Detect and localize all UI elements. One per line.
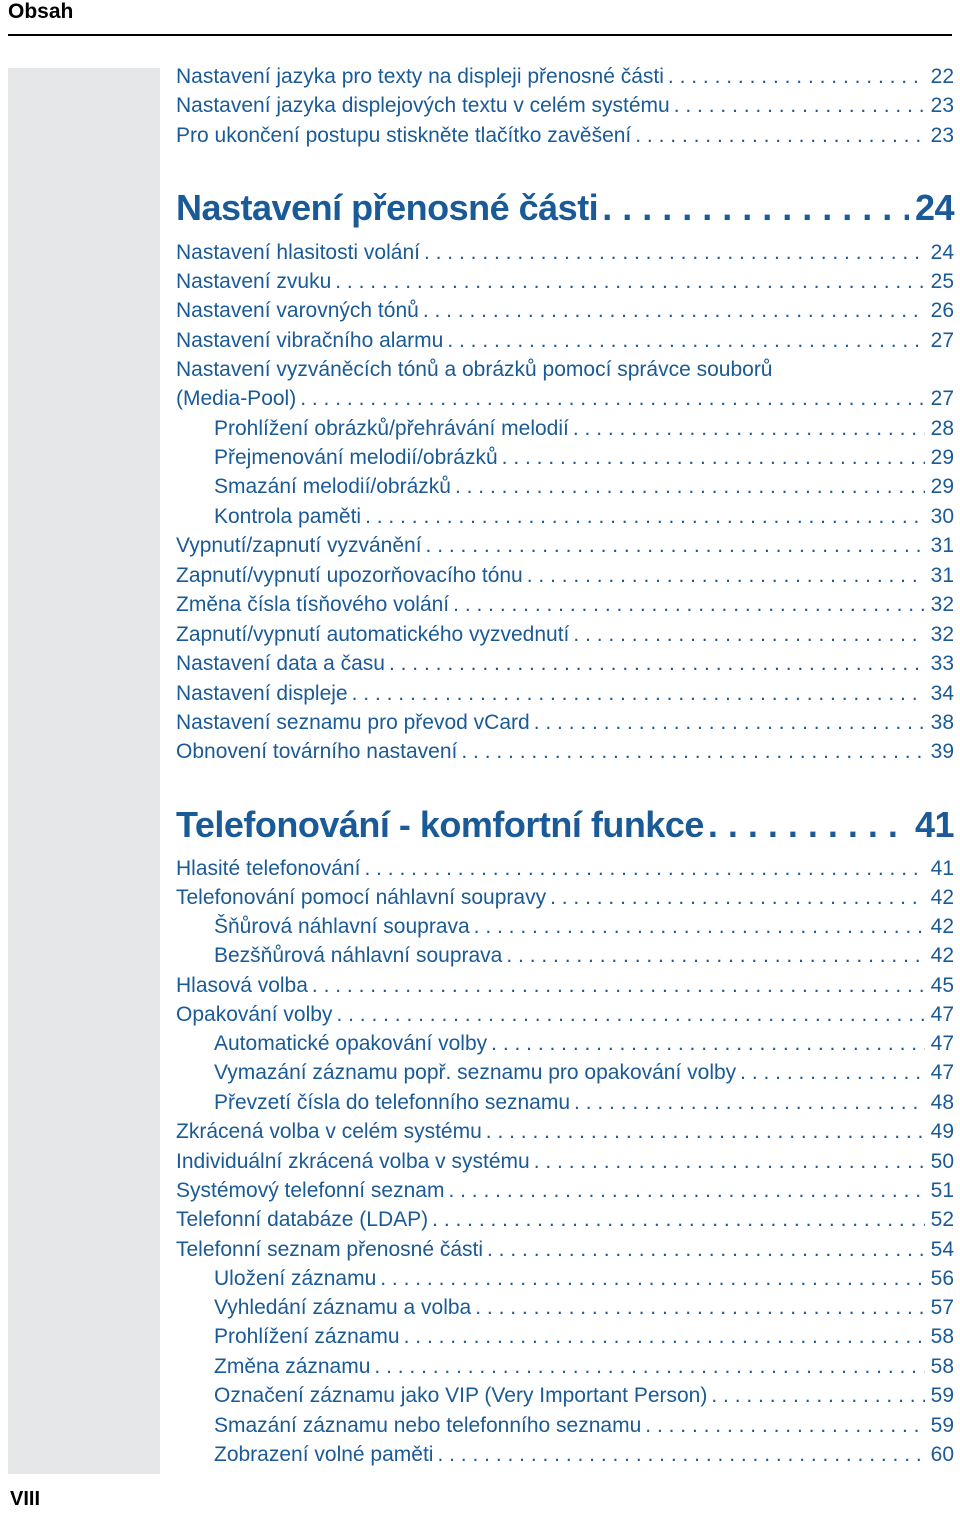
dot-leader <box>570 1088 925 1118</box>
toc-entry[interactable] <box>176 590 954 620</box>
toc-entry[interactable] <box>176 1147 954 1177</box>
toc-entry[interactable] <box>176 1235 954 1265</box>
toc-entry[interactable] <box>214 941 954 971</box>
toc-entry-title: Nastavení varovných tónů <box>176 299 419 322</box>
toc-entry-title: Opakování volby <box>176 1003 333 1026</box>
toc-page-number: 42 <box>930 944 954 967</box>
toc-page-number: 32 <box>930 593 954 616</box>
toc-entry-title: Změna záznamu <box>214 1355 371 1378</box>
toc-entry-title: Nastavení vibračního alarmu <box>176 329 444 352</box>
toc-entry[interactable] <box>176 326 954 356</box>
toc-entry[interactable] <box>214 1058 954 1088</box>
toc-entry[interactable] <box>214 472 954 502</box>
dot-leader <box>569 620 924 650</box>
toc-entry[interactable] <box>176 355 954 385</box>
toc-page-number: 25 <box>930 270 954 293</box>
toc-entry-title: Nastavení vyzváněcích tónů a obrázků pomocí správce souborů <box>176 358 773 381</box>
toc-entry[interactable] <box>176 737 954 767</box>
dot-leader <box>419 296 925 326</box>
toc-entry[interactable] <box>176 531 954 561</box>
toc-page-number: 47 <box>930 1003 954 1026</box>
toc-entry-title: Zobrazení volné paměti <box>214 1443 434 1466</box>
dot-leader <box>385 649 925 679</box>
toc-page-number: 59 <box>930 1414 954 1437</box>
dot-leader <box>370 1352 924 1382</box>
dot-leader <box>422 531 925 561</box>
dot-leader <box>498 443 925 473</box>
dot-leader <box>736 1058 924 1088</box>
toc-entry[interactable] <box>214 1264 954 1294</box>
toc-entry[interactable] <box>214 1088 954 1118</box>
toc-page-number: 54 <box>930 1238 954 1261</box>
toc-page-number: 29 <box>930 446 954 469</box>
dot-leader <box>457 737 924 767</box>
dot-leader <box>376 1264 924 1294</box>
toc-page-number: 22 <box>930 65 954 88</box>
page-number: VIII <box>10 1488 41 1510</box>
dot-leader <box>449 590 924 620</box>
toc-entry[interactable] <box>176 708 954 738</box>
toc-page-number: 41 <box>914 804 954 845</box>
toc-entry[interactable] <box>176 121 954 151</box>
toc-entry[interactable] <box>176 1000 954 1030</box>
toc-entry-title: Prohlížení záznamu <box>214 1325 400 1348</box>
toc-page-number: 42 <box>930 886 954 909</box>
toc-entry[interactable] <box>214 1029 954 1059</box>
toc-entry-title: Bezšňůrová náhlavní souprava <box>214 944 503 967</box>
dot-leader <box>451 472 925 502</box>
toc-entry-title: Obnovení továrního nastavení <box>176 740 458 763</box>
toc-entry-title: Smazání záznamu nebo telefonního seznamu <box>214 1414 642 1437</box>
toc-page-number: 47 <box>930 1032 954 1055</box>
dot-leader <box>598 185 909 231</box>
toc-entry-title: Uložení záznamu <box>214 1267 377 1290</box>
dot-leader <box>471 1293 924 1323</box>
dot-leader <box>707 1381 924 1411</box>
dot-leader <box>502 941 924 971</box>
toc-entry[interactable] <box>176 971 954 1001</box>
toc-entry-title: Automatické opakování volby <box>214 1032 488 1055</box>
toc-entry[interactable] <box>176 91 954 121</box>
toc-entry-title: Nastavení přenosné části <box>176 187 599 228</box>
toc-page-number: 32 <box>930 623 954 646</box>
toc-entry[interactable] <box>176 1176 954 1206</box>
toc-entry-title: Hlasová volba <box>176 974 308 997</box>
dot-leader <box>428 1205 924 1235</box>
toc-entry-title: Označení záznamu jako VIP (Very Important Person) <box>214 1384 708 1407</box>
toc-entry-title: Telefonování - komfortní funkce <box>176 804 704 845</box>
toc-page-number: 49 <box>930 1120 954 1143</box>
dot-leader <box>444 1176 924 1206</box>
toc-entry-title: Kontrola paměti <box>214 505 362 528</box>
toc-entry-title: Prohlížení obrázků/přehrávání melodií <box>214 417 569 440</box>
dot-leader <box>530 1147 925 1177</box>
dot-leader <box>631 121 924 151</box>
toc-page-number: 27 <box>930 387 954 410</box>
toc-page-number: 24 <box>930 241 954 264</box>
toc-entry[interactable] <box>176 854 954 884</box>
toc-page-number: 23 <box>930 124 954 147</box>
toc-entry[interactable] <box>214 1352 954 1382</box>
toc-page-number: 42 <box>930 915 954 938</box>
toc-entry-title: (Media-Pool) <box>176 387 297 410</box>
page-header-title: Obsah <box>8 0 74 23</box>
toc-entry[interactable] <box>176 384 954 414</box>
toc-page-number: 33 <box>930 652 954 675</box>
toc-entry-title: Individuální zkrácená volba v systému <box>176 1150 530 1173</box>
dot-leader <box>530 708 925 738</box>
toc-page-number: 59 <box>930 1384 954 1407</box>
toc-entry[interactable] <box>214 502 954 532</box>
toc-entry-title: Nastavení seznamu pro převod vCard <box>176 711 530 734</box>
toc-entry[interactable] <box>176 267 954 297</box>
dot-leader <box>546 883 925 913</box>
toc-entry[interactable] <box>214 1322 954 1352</box>
toc-entry-title: Telefonování pomocí náhlavní soupravy <box>176 886 547 909</box>
toc-entry[interactable] <box>214 912 954 942</box>
toc-entry[interactable] <box>176 883 954 913</box>
toc-entry-title: Pro ukončení postupu stiskněte tlačítko zavěšení <box>176 124 632 147</box>
dot-leader <box>664 62 925 92</box>
toc-page-number: 45 <box>930 974 954 997</box>
toc-entry[interactable] <box>176 649 954 679</box>
toc-entry[interactable] <box>176 620 954 650</box>
toc-page-number: 31 <box>930 564 954 587</box>
toc-entry-title: Nastavení displeje <box>176 682 348 705</box>
toc-page-number: 58 <box>930 1325 954 1348</box>
toc-entry[interactable] <box>176 561 954 591</box>
dot-leader <box>296 384 924 414</box>
dot-leader <box>569 414 925 444</box>
toc-page-number: 58 <box>930 1355 954 1378</box>
toc-page-number: 50 <box>930 1150 954 1173</box>
toc-entry-title: Hlasité telefonování <box>176 857 361 880</box>
toc-page-number: 24 <box>914 187 954 228</box>
toc-entry[interactable] <box>176 1117 954 1147</box>
toc-entry-title: Smazání melodií/obrázků <box>214 475 451 498</box>
dot-leader <box>641 1411 924 1441</box>
dot-leader <box>670 91 925 121</box>
toc-page-number: 34 <box>930 682 954 705</box>
toc-entry-title: Nastavení jazyka displejových textu v celém systému <box>176 94 670 117</box>
toc-entry[interactable] <box>176 1205 954 1235</box>
dot-leader <box>400 1322 925 1352</box>
toc-page-number: 39 <box>930 740 954 763</box>
dot-leader <box>360 854 924 884</box>
toc-entry-title: Nastavení jazyka pro texty na displeji přenosné části <box>176 65 664 88</box>
toc-entry-title: Přejmenování melodií/obrázků <box>214 446 498 469</box>
dot-leader <box>433 1440 924 1470</box>
toc-entry[interactable] <box>214 414 954 444</box>
toc-entry[interactable] <box>176 238 954 268</box>
toc-entry-title: Telefonní seznam přenosné části <box>176 1238 484 1261</box>
toc-entry[interactable] <box>176 62 954 92</box>
toc-entry-title: Systémový telefonní seznam <box>176 1179 445 1202</box>
dot-leader <box>308 971 925 1001</box>
toc-page-number: 51 <box>930 1179 954 1202</box>
dot-leader <box>361 502 925 532</box>
toc-entry-title: Převzetí čísla do telefonního seznamu <box>214 1091 571 1114</box>
dot-leader <box>332 1000 924 1030</box>
toc-page-number: 41 <box>930 857 954 880</box>
dot-leader <box>331 267 924 297</box>
left-margin-band <box>8 68 160 1474</box>
dot-leader <box>482 1117 925 1147</box>
toc-entry[interactable] <box>176 296 954 326</box>
toc-page-number: 26 <box>930 299 954 322</box>
dot-leader <box>348 679 925 709</box>
toc-page-number: 57 <box>930 1296 954 1319</box>
toc-entry-title: Vyhledání záznamu a volba <box>214 1296 472 1319</box>
toc-entry[interactable] <box>214 1411 954 1441</box>
toc-entry-title: Zapnutí/vypnutí upozorňovacího tónu <box>176 564 523 587</box>
toc-page-number: 56 <box>930 1267 954 1290</box>
header-divider <box>8 34 952 36</box>
toc-entry-title: Vypnutí/zapnutí vyzvánění <box>176 534 422 557</box>
toc-entry[interactable] <box>214 1381 954 1411</box>
toc-page-number: 48 <box>930 1091 954 1114</box>
dot-leader <box>523 561 925 591</box>
dot-leader <box>420 238 925 268</box>
toc-entry-title: Telefonní databáze (LDAP) <box>176 1208 429 1231</box>
toc-entry[interactable] <box>214 1293 954 1323</box>
toc-page-number: 30 <box>930 505 954 528</box>
toc-entry-title: Vymazání záznamu popř. seznamu pro opakování volby <box>214 1061 737 1084</box>
dot-leader <box>470 912 925 942</box>
toc-entry-title: Zapnutí/vypnutí automatického vyzvednutí <box>176 623 570 646</box>
toc-page-number: 47 <box>930 1061 954 1084</box>
toc-page-number: 52 <box>930 1208 954 1231</box>
toc-page-number: 38 <box>930 711 954 734</box>
dot-leader <box>483 1235 925 1265</box>
toc-section-heading[interactable] <box>176 185 954 231</box>
toc-page-number: 28 <box>930 417 954 440</box>
toc-page-number: 31 <box>930 534 954 557</box>
dot-leader <box>443 326 924 356</box>
toc-page-number: 23 <box>930 94 954 117</box>
toc-page-number: 60 <box>930 1443 954 1466</box>
toc-entry[interactable] <box>214 443 954 473</box>
toc-entry-title: Nastavení hlasitosti volání <box>176 241 420 264</box>
toc-section-heading[interactable] <box>176 802 954 848</box>
toc-entry-title: Šňůrová náhlavní souprava <box>214 915 470 938</box>
toc-page-number: 27 <box>930 329 954 352</box>
toc-entry-title: Zkrácená volba v celém systému <box>176 1120 482 1143</box>
toc-page-number: 29 <box>930 475 954 498</box>
toc-entry-title: Nastavení zvuku <box>176 270 332 293</box>
toc-entry-title: Změna čísla tísňového volání <box>176 593 450 616</box>
toc-entry[interactable] <box>176 679 954 709</box>
toc-entry[interactable] <box>214 1440 954 1470</box>
toc-entry-title: Nastavení data a času <box>176 652 385 675</box>
dot-leader <box>487 1029 924 1059</box>
dot-leader <box>704 802 909 848</box>
